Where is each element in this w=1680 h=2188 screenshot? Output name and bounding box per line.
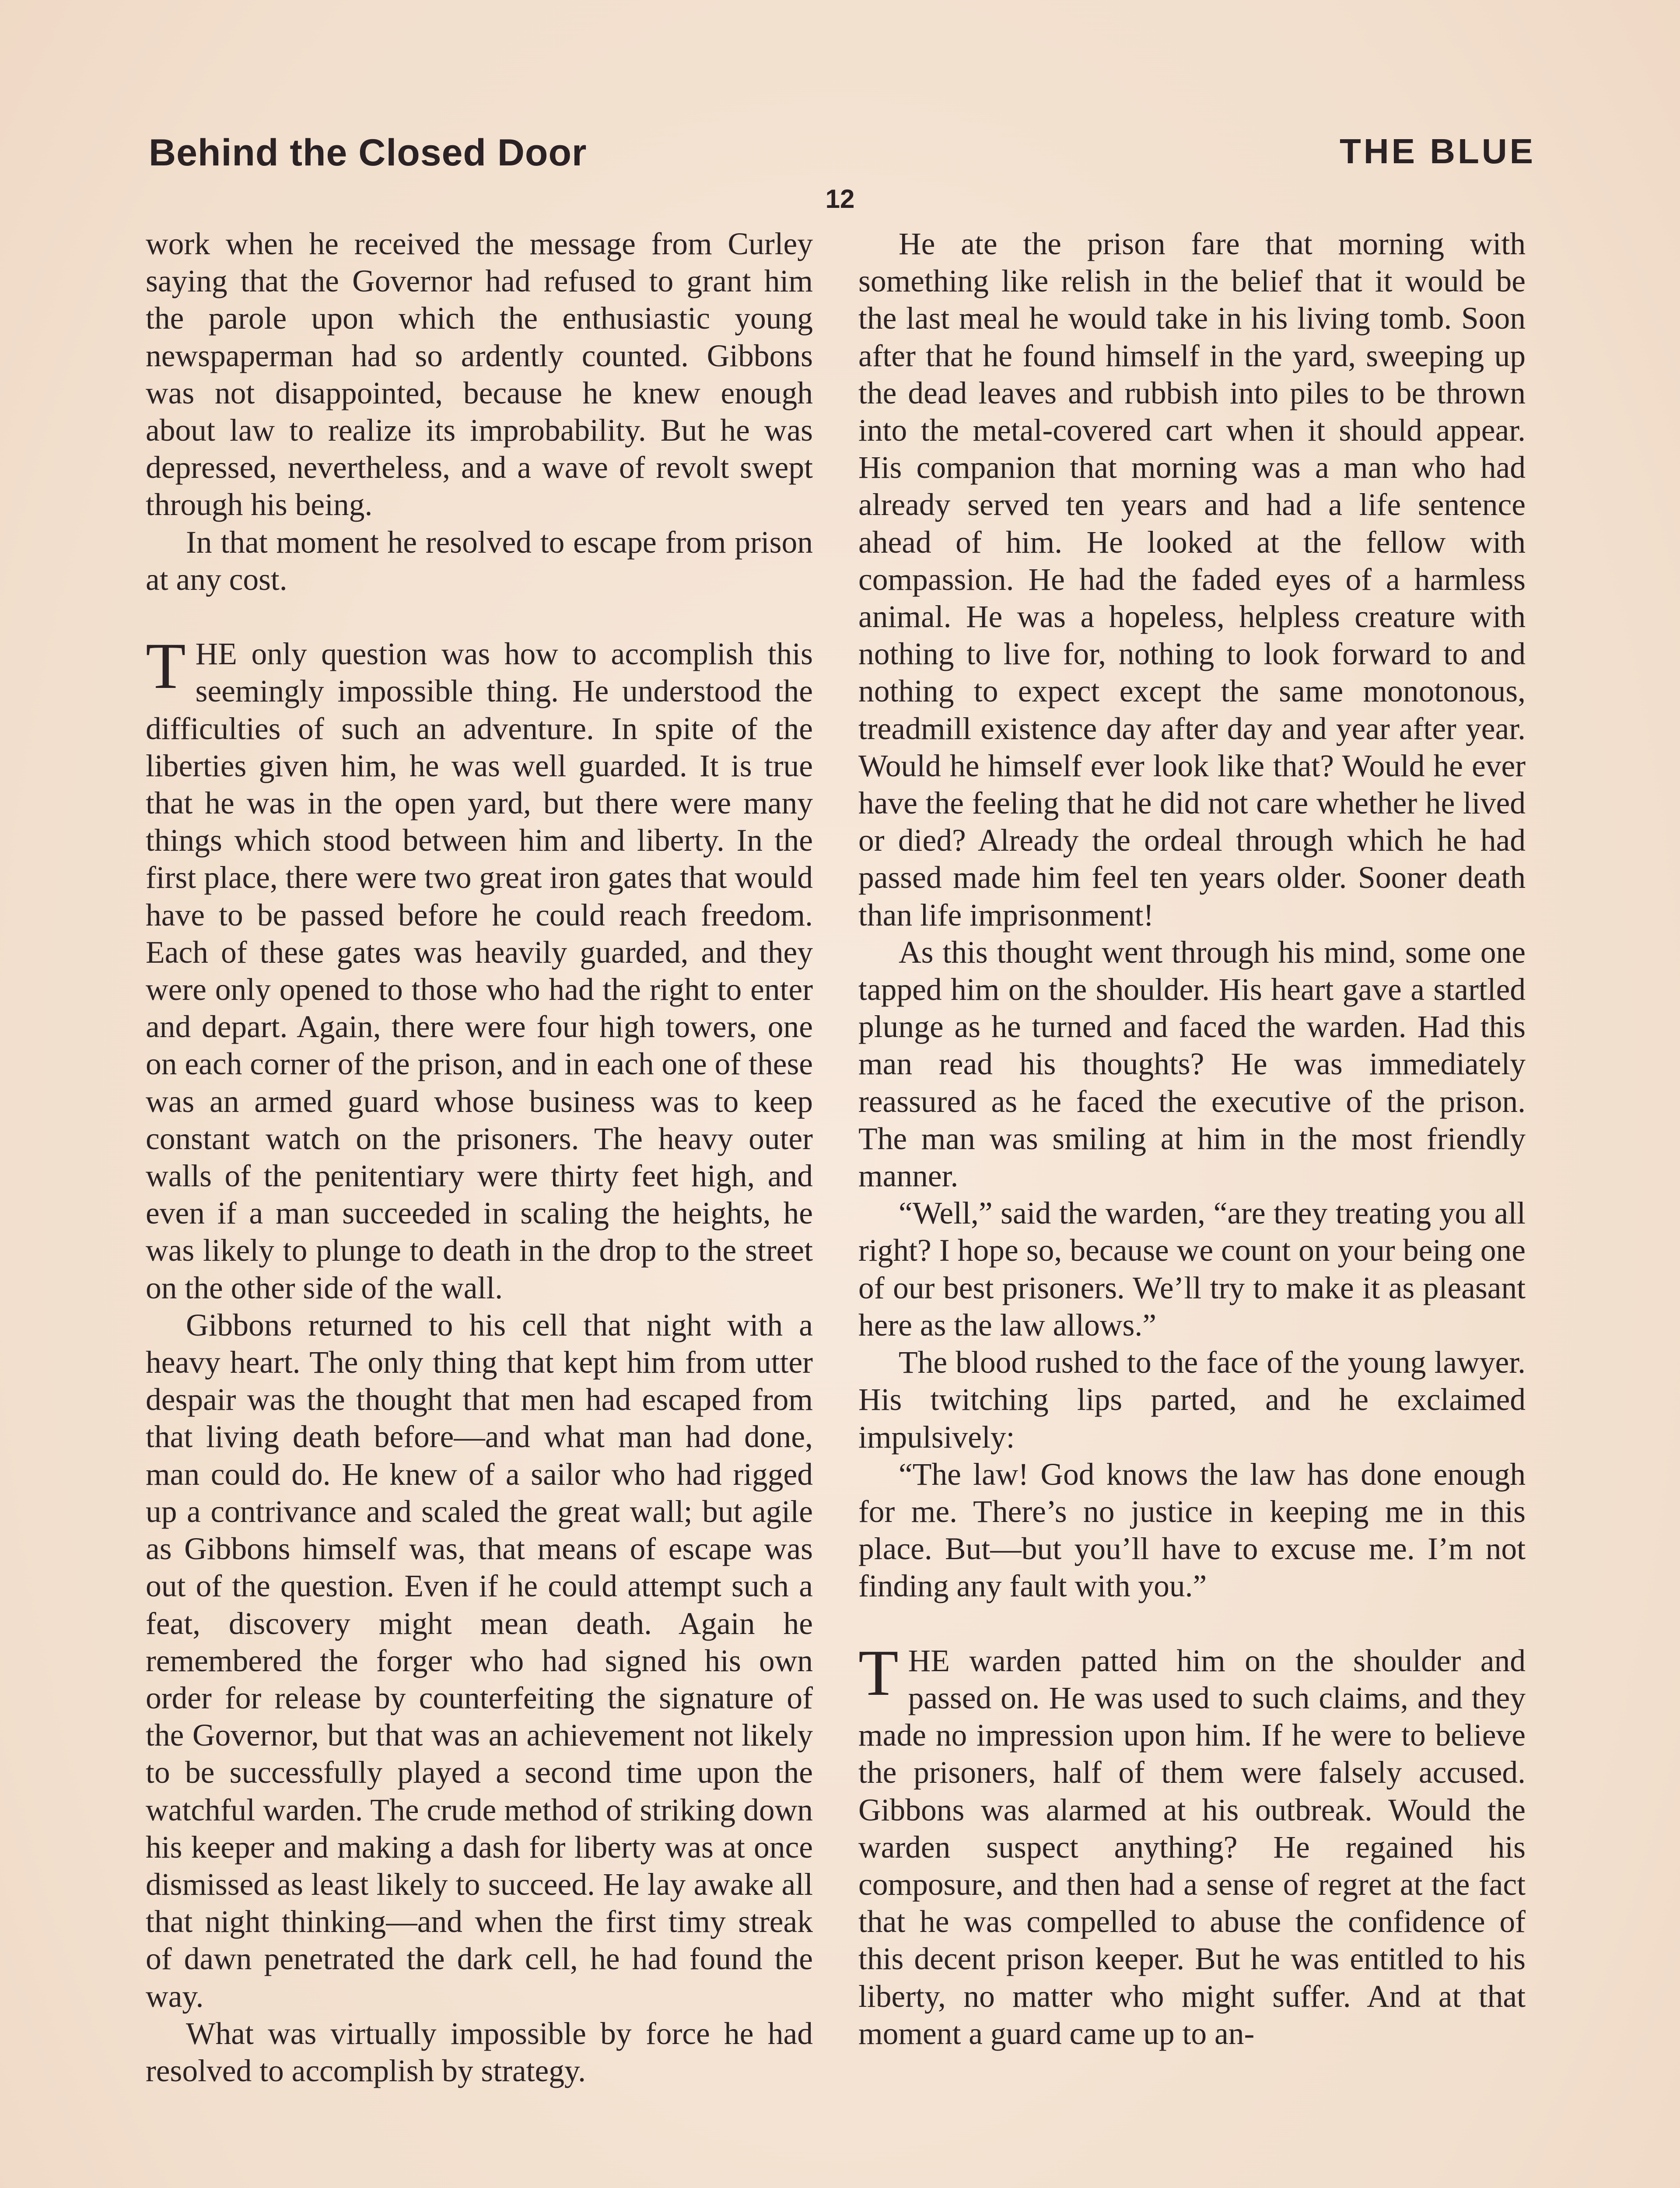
drop-cap: T — [146, 630, 186, 703]
paragraph: He ate the prison fare that morning with something like relish in the belief that it would be the last meal he would take in his living tomb. Soon after that he found himself in the yard, sweeping up the dead leaves and rubbish into piles to be thrown into the metal-covered cart when it should appear. His companion that morning was a man who had already served ten years and had a life sentence ahead of him. He looked at the fellow with compassion. He had the faded eyes of a harmless animal. He was a hopeless, helpless creature with nothing to live for, nothing to look forward to and nothing to expect except the same monotonous, treadmill existence day after day and year after year. Would he himself ever look like that? Would he ever have the feeling that he did not care whether he lived or died? Already the ordeal through which he had passed made him feel ten years older. Sooner death than life imprisonment! — [858, 227, 1526, 933]
left-column — [146, 225, 813, 2090]
paragraph: As this thought went through his mind, some one tapped him on the shoulder. His heart gave a startled plunge as he turned and faced the warden. Had this man read his thoughts? He was immediately reassured as he faced the executive of the prison. The man was smiling at him in the most friendly manner. — [858, 935, 1526, 1194]
magazine-name: THE BLUE — [1340, 132, 1536, 171]
paragraph: The blood rushed to the face of the young lawyer. His twitching lips parted, and he exclaimed impulsively: — [858, 1345, 1526, 1455]
drop-cap: T — [858, 1636, 899, 1709]
section-paragraph — [146, 630, 813, 1307]
paragraph: “The law! God knows the law has done enough for me. There’s no justice in keeping me in this place. But—but you’ll have to excuse me. I’m not finding any fault with you.” — [858, 1457, 1526, 1604]
paragraph: “Well,” said the warden, “are they treating you all right? I hope so, because we count on your being one of our best prisoners. We’ll try to make it as pleasant here as the law allows.” — [858, 1196, 1526, 1343]
paragraph: Gibbons returned to his cell that night with a heavy heart. The only thing that kept him from utter despair was the thought that men had escaped from that living death before—and what man had done, man could do. He knew of a sailor who had rigged up a contrivance and scaled the great wall; but agile as Gibbons himself was, that means of escape was out of the question. Even if he could attempt such a feat, discovery might mean death. Again he remembered the forger who had signed his own order for release by counterfeiting the signature of the Governor, but that was an achievement not likely to be successfully played a second time upon the watchful warden. The crude method of striking down his keeper and making a dash for liberty was at once dismissed as least likely to succeed. He lay awake all that night thinking—and when the first timy streak of dawn penetrated the dark cell, he had found the way. — [146, 1308, 813, 2014]
paragraph: What was virtually impossible by force he had resolved to accomplish by strategy. — [146, 2016, 813, 2088]
section-paragraph — [858, 1636, 1526, 2052]
story-title: Behind the Closed Door — [149, 132, 587, 174]
paragraph: work when he received the message from Curley saying that the Governor had refused to grant him the parole upon which the enthusiastic young newspaperman had so ardently counted. Gibbons was not disappointed, because he knew enough about law to realize its improbability. But he was depressed, nevertheless, and a wave of revolt swept through his being. — [146, 227, 813, 522]
paragraph-text: HE warden patted him on the shoulder and passed on. He was used to such claims, and they made no impression upon him. If he were to believe the prisoners, half of them were falsely accused. Gibbons was alarmed at his outbreak. Would the warden suspect anything? He regained his composure, and then had a sense of regret at the fact that he was compelled to abuse the confidence of this decent prison keeper. But he was entitled to his liberty, no matter who might suffer. And at that moment a guard came up to an- — [858, 1643, 1526, 2051]
page-number: 12 — [825, 184, 855, 214]
right-column — [858, 225, 1526, 2052]
paragraph-text: HE only question was how to accomplish this seemingly impossible thing. He understood the difficulties of such an adventure. In spite of the liberties given him, he was well guarded. It is true that he was in the open yard, but there were many things which stood between him and liberty. In the first place, there were two great iron gates that would have to be passed before he could reach freedom. Each of these gates was heavily guarded, and they were only opened to those who had the right to enter and depart. Again, there were four high towers, one on each corner of the prison, and in each one of these was an armed guard whose business was to keep constant watch on the prisoners. The heavy outer walls of the penitentiary were thirty feet high, and even if a man succeeded in scaling the heights, he was likely to plunge to death in the drop to the street on the other side of the wall. — [146, 637, 813, 1305]
paragraph: In that moment he resolved to escape from prison at any cost. — [146, 525, 813, 597]
